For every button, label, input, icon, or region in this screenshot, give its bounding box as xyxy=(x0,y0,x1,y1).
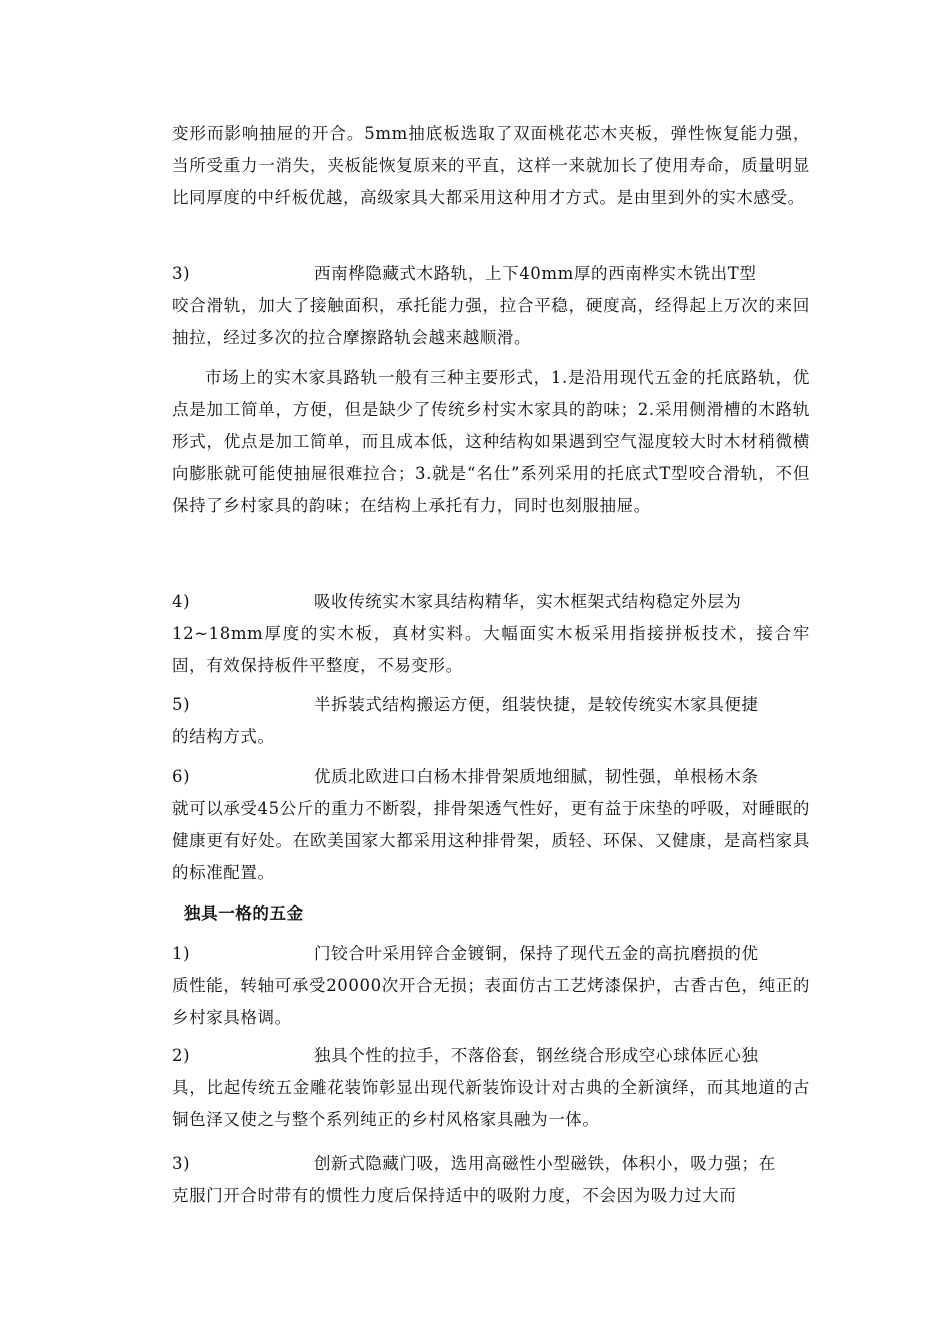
list-item-number: 4) xyxy=(172,592,191,611)
list-item-number: 3) xyxy=(172,264,191,283)
list-item-first-line: 创新式隐藏门吸，选用高磁性小型磁铁，体积小，吸力强；在 xyxy=(314,1154,776,1173)
list-item-text: 就可以承受45公斤的重力不断裂，排骨架透气性好，更有益于床垫的呼吸，对睡眠的健康更有好处。在欧美国家大都采用这种排骨架，质轻、环保、又健康，是高档家具的标准配置。 xyxy=(172,799,810,882)
list-item-wood-5 xyxy=(172,689,810,753)
list-item-wood-4 xyxy=(172,586,810,682)
list-item-first-line: 优质北欧进口白杨木排骨架质地细腻，韧性强，单根杨木条 xyxy=(314,767,759,786)
list-item-text: 质性能，转轴可承受20000次开合无损；表面仿古工艺烤漆保护，古香古色，纯正的乡村家具格调。 xyxy=(172,976,810,1027)
list-item-head xyxy=(172,1148,810,1180)
list-item-head xyxy=(172,1040,810,1072)
section-heading-hardware: 独具一格的五金 xyxy=(184,904,304,923)
list-item-number: 6) xyxy=(172,767,191,786)
list-item-text: 具，比起传统五金雕花装饰彰显出现代新装饰设计对古典的全新演绎，而其地道的古铜色泽又使之与整个系列纯正的乡村风格家具融为一体。 xyxy=(172,1078,810,1129)
list-item-first-line: 西南桦隐藏式木路轨，上下40mm厚的西南桦实木铣出T型 xyxy=(314,264,757,283)
list-item-number: 3) xyxy=(172,1154,191,1173)
paragraph-market-rails: 市场上的实木家具路轨一般有三种主要形式，1.是沿用现代五金的托底路轨，优点是加工简单，方便，但是缺少了传统乡村实木家具的韵味；2.采用侧滑槽的木路轨形式，优点是加工简单，而且成本低，这种结构如果遇到空气湿度较大时木材稍微横向膨胀就可能使抽屉很难拉合；3.就是“名仕”系列采用的托底式T型咬合滑轨，不但保持了乡村家具的韵味；在结构上承托有力，同时也刻服抽屉。 xyxy=(172,368,810,515)
list-item-head xyxy=(172,938,810,970)
paragraph-drawer-bottom: 变形而影响抽屉的开合。5mm抽底板选取了双面桃花芯木夹板，弹性恢复能力强，当所受重力一消失，夹板能恢复原来的平直，这样一来就加长了使用寿命，质量明显比同厚度的中纤板优越，高级家具大都采用这种用才方式。是由里到外的实木感受。 xyxy=(172,124,810,207)
list-item-number: 5) xyxy=(172,695,191,714)
list-item-head xyxy=(172,258,810,290)
list-item-text: 咬合滑轨，加大了接触面积，承托能力强，拉合平稳，硬度高，经得起上万次的来回抽拉，经过多次的拉合摩擦路轨会越来越顺滑。 xyxy=(172,296,810,347)
list-item-text: 12~18mm厚度的实木板，真材实料。大幅面实木板采用指接拼板技术，接合牢固，有效保持板件平整度，不易变形。 xyxy=(172,624,810,675)
list-item-first-line: 半拆装式结构搬运方便，组装快捷，是较传统实木家具便捷 xyxy=(314,695,759,714)
list-item-number: 2) xyxy=(172,1046,191,1065)
list-item-first-line: 独具个性的拉手，不落俗套，钢丝绕合形成空心球体匠心独 xyxy=(314,1046,759,1065)
list-item-hardware-2 xyxy=(172,1040,810,1136)
list-item-first-line: 门铰合叶采用锌合金镀铜，保持了现代五金的高抗磨损的优 xyxy=(314,944,759,963)
list-item-wood-6 xyxy=(172,761,810,889)
list-item-head xyxy=(172,689,810,721)
list-item-hardware-3 xyxy=(172,1148,810,1212)
list-item-head xyxy=(172,586,810,618)
list-item-number: 1) xyxy=(172,944,191,963)
list-item-head xyxy=(172,761,810,793)
list-item-text: 克服门开合时带有的惯性力度后保持适中的吸附力度，不会因为吸力过大而 xyxy=(172,1186,737,1205)
list-item-first-line: 吸收传统实木家具结构精华，实木框架式结构稳定外层为 xyxy=(314,592,742,611)
list-item-text: 的结构方式。 xyxy=(172,727,275,746)
list-item-wood-3 xyxy=(172,258,810,354)
list-item-hardware-1 xyxy=(172,938,810,1034)
